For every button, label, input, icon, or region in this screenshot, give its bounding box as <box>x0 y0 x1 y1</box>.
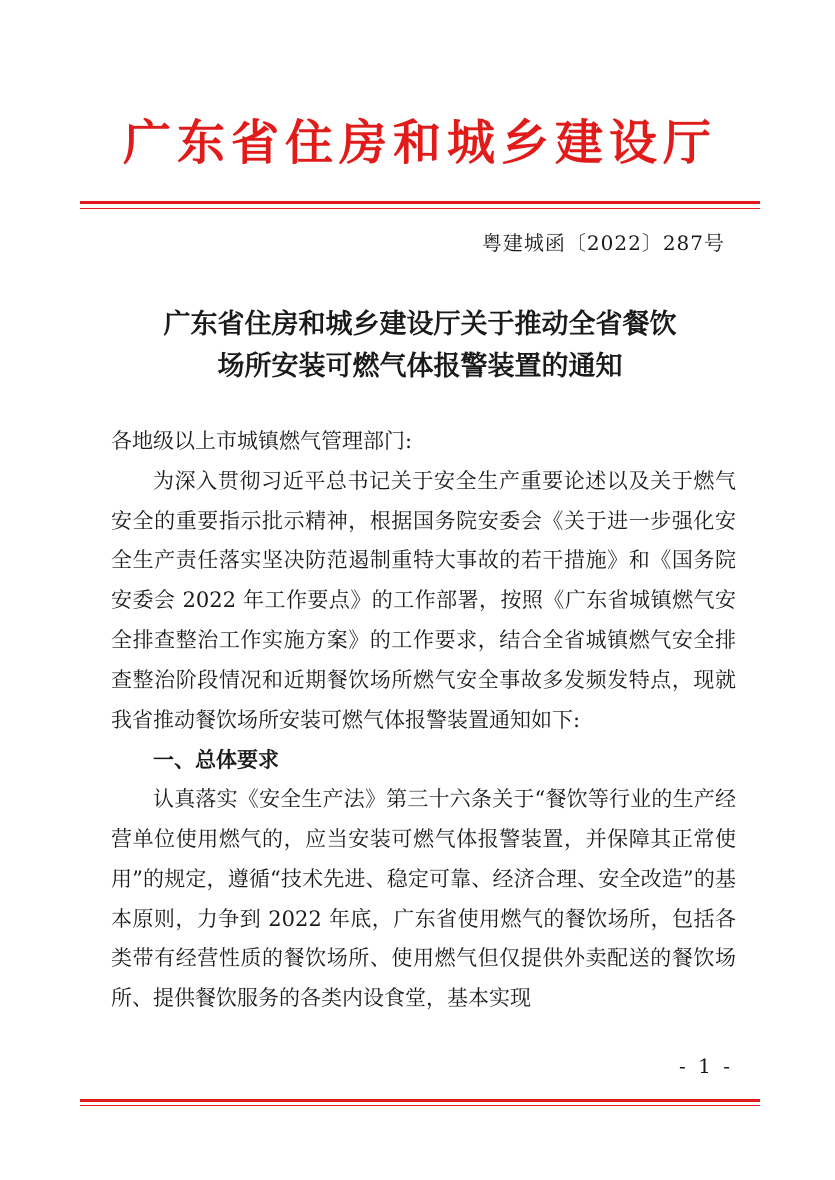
section-heading-general-requirements: 一、总体要求 <box>153 747 279 773</box>
salutation: 各地级以上市城镇燃气管理部门: <box>111 429 413 453</box>
letterhead-red-rule-thick <box>80 201 760 204</box>
letterhead-red-rule-thin <box>80 208 760 209</box>
letterhead-organization: 广东省住房和城乡建设厅 <box>122 115 717 171</box>
footer-red-rule-thick <box>80 1099 760 1102</box>
document-title <box>80 304 760 388</box>
document-title-line-1: 广东省住房和城乡建设厅关于推动全省餐饮 <box>163 309 677 340</box>
document-number: 粤建城函〔2022〕287号 <box>481 231 725 255</box>
body-paragraph-intro: 为深入贯彻习近平总书记关于安全生产重要论述以及关于燃气安全的重要指示批示精神，根据国务院安委会《关于进一步强化安全生产责任落实坚决防范遏制重特大事故的若干措施》和《国务院安委会 2022 年工作要点》的工作部署，按照《广东省城镇燃气安全排查整治工作实施方案》的工作要求，结合全省城镇燃气安全排查整治阶段情况和近期餐饮场所燃气安全事故多发频发特点，现就我省推动餐饮场所安装可燃气体报警装置通知如下: <box>111 468 736 732</box>
body-paragraph-general-requirements: 认真落实《安全生产法》第三十六条关于“餐饮等行业的生产经营单位使用燃气的，应当安装可燃气体报警装置，并保障其正常使用”的规定，遵循“技术先进、稳定可靠、经济合理、安全改造”的基本原则，力争到 2022 年底，广东省使用燃气的餐饮场所，包括各类带有经营性质的餐饮场所、使用燃气但仅提供外卖配送的餐饮场所、提供餐饮服务的各类内设食堂，基本实现 <box>111 787 736 1011</box>
page-number: - 1 - <box>679 1054 733 1078</box>
document-body <box>111 422 736 1019</box>
document-title-line-2: 场所安装可燃气体报警装置的通知 <box>217 351 623 382</box>
footer-red-rule-thin <box>80 1105 760 1106</box>
